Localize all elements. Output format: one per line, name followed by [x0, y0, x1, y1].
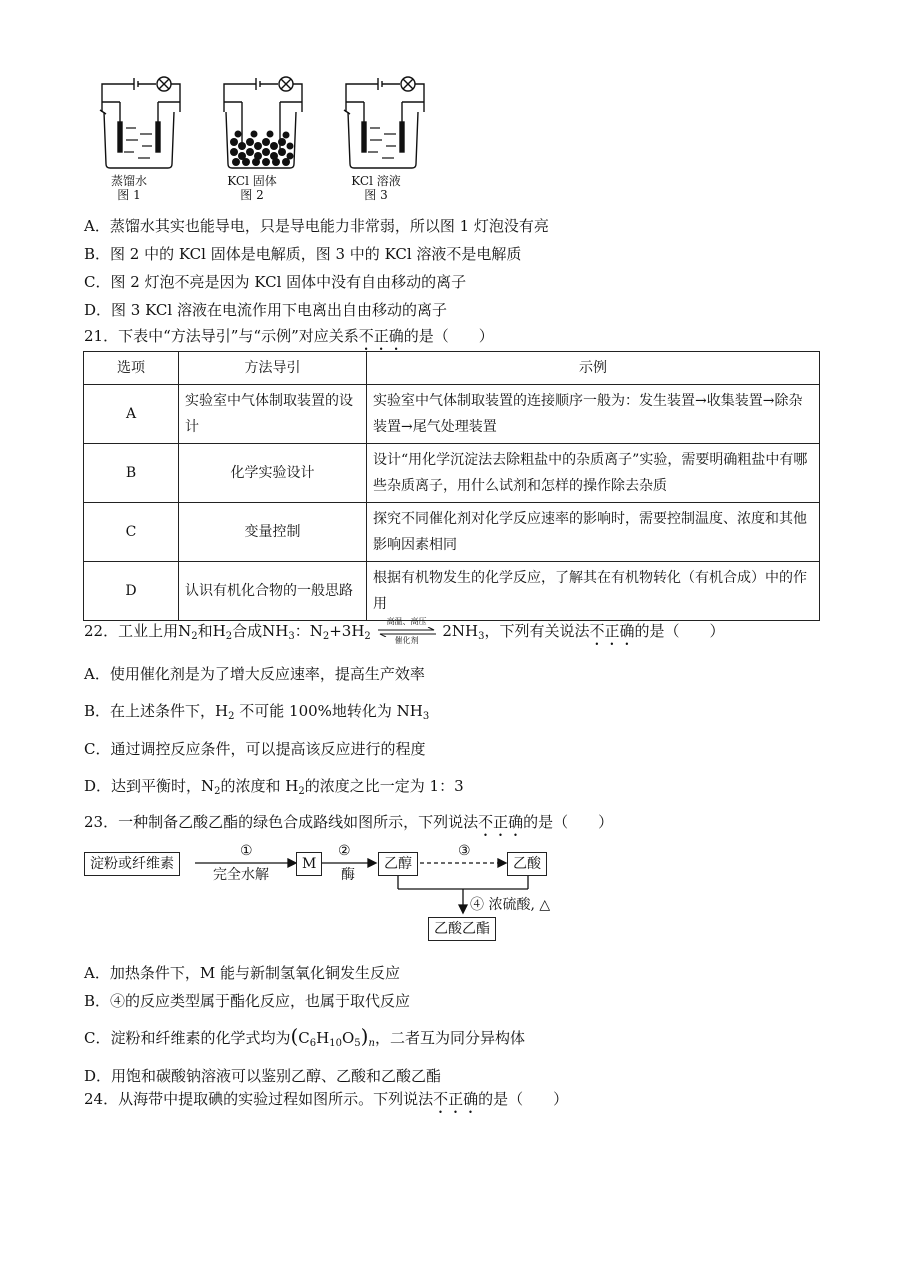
q23-option-c: C．淀粉和纤维素的化学式均为$(C_6H_{10}O_5)_n$，二者互为同分异构体 — [84, 1024, 525, 1049]
flow-step1-condition: 完全水解 — [213, 867, 269, 883]
fig1-label: 蒸馏水 — [110, 174, 147, 188]
flow-step1-number: ① — [240, 843, 253, 859]
q22-option-a: A．使用催化剂是为了增大反应速率，提高生产效率 — [84, 665, 425, 683]
flow-m-box: M — [296, 852, 322, 876]
table-row: C 变量控制 探究不同催化剂对化学反应速率的影响时，需要控制温度、浓度和其他影响因素相同 — [84, 503, 820, 562]
fig3-caption: 图 3 — [364, 188, 388, 202]
q23-option-a: A．加热条件下，M 能与新制氢氧化铜发生反应 — [84, 964, 400, 982]
flow-step3-number: ③ — [458, 843, 471, 859]
q23-option-d: D．用饱和碳酸钠溶液可以鉴别乙醇、乙酸和乙酸乙酯 — [84, 1067, 442, 1085]
header-method: 方法导引 — [179, 352, 367, 385]
q22-option-b: B．在上述条件下，$H_2$ 不可能 100%地转化为 $NH_3$ — [84, 702, 430, 722]
conductivity-figures — [80, 72, 450, 180]
q20-option-d: D．图 3 KCl 溶液在电流作用下电离出自由移动的离子 — [84, 301, 447, 319]
table-row: B 化学实验设计 设计“用化学沉淀法去除粗盐中的杂质离子”实验，需要明确粗盐中有哪些杂质离子，用什么试剂和怎样的操作除去杂质 — [84, 444, 820, 503]
flow-start-box: 淀粉或纤维素 — [84, 852, 180, 876]
header-example: 示例 — [367, 352, 820, 385]
q20-option-b: B．图 2 中的 KCl 固体是电解质，图 3 中的 KCl 溶液不是电解质 — [84, 245, 522, 263]
flow-ester-box: 乙酸乙酯 — [428, 917, 496, 941]
fig2-caption: 图 2 — [240, 188, 264, 202]
fig1-caption: 图 1 — [117, 188, 141, 202]
flow-step4-condition: ④ 浓硫酸, △ — [470, 897, 551, 913]
q20-option-a: A．蒸馏水其实也能导电，只是导电能力非常弱，所以图 1 灯泡没有亮 — [84, 217, 549, 235]
q21-table — [83, 351, 820, 621]
q22-option-c: C．通过调控反应条件，可以提高该反应进行的程度 — [84, 740, 426, 758]
header-option: 选项 — [84, 352, 179, 385]
fig2-label: KCl 固体 — [227, 174, 277, 188]
q24-stem: 24．从海带中提取碘的实验过程如图所示。下列说法不正确的是（ ） — [84, 1090, 569, 1108]
table-row: A 实验室中气体制取装置的设计 实验室中气体制取装置的连接顺序一般为：发生装置→收集装置→除杂装置→尾气处理装置 — [84, 385, 820, 444]
q21-stem: 21．下表中“方法导引”与“示例”对应关系不正确的是（ ） — [84, 327, 494, 345]
fig3-label: KCl 溶液 — [351, 174, 401, 188]
q22-option-d: D．达到平衡时，$N_2$的浓度和 $H_2$的浓度之比一定为 1：3 — [84, 777, 464, 797]
equilibrium-arrow: 高温、高压 催化剂 — [376, 623, 438, 641]
q22-stem: 22．工业上用$N_2$和$H_2$合成$NH_3$：$N_2+3H_2$ 高温、高压 催化剂 $2NH_3$，下列有关说法不正确的是（ ） — [84, 617, 725, 645]
table-header-row — [84, 352, 820, 385]
q23-stem: 23．一种制备乙酸乙酯的绿色合成路线如图所示，下列说法不正确的是（ ） — [84, 813, 614, 831]
flow-step2-number: ② — [338, 843, 351, 859]
q23-option-b: B．④的反应类型属于酯化反应，也属于取代反应 — [84, 992, 411, 1010]
fig2-apparatus — [224, 77, 302, 168]
fig1-apparatus — [100, 77, 180, 168]
flow-acid-box: 乙酸 — [507, 852, 547, 876]
flow-step2-condition: 酶 — [341, 867, 355, 883]
table-row: D 认识有机化合物的一般思路 根据有机物发生的化学反应，了解其在有机物转化（有机合成）中的作用 — [84, 562, 820, 621]
q20-option-c: C．图 2 灯泡不亮是因为 KCl 固体中没有自由移动的离子 — [84, 273, 467, 291]
fig3-apparatus — [344, 77, 424, 168]
flow-ethanol-box: 乙醇 — [378, 852, 418, 876]
